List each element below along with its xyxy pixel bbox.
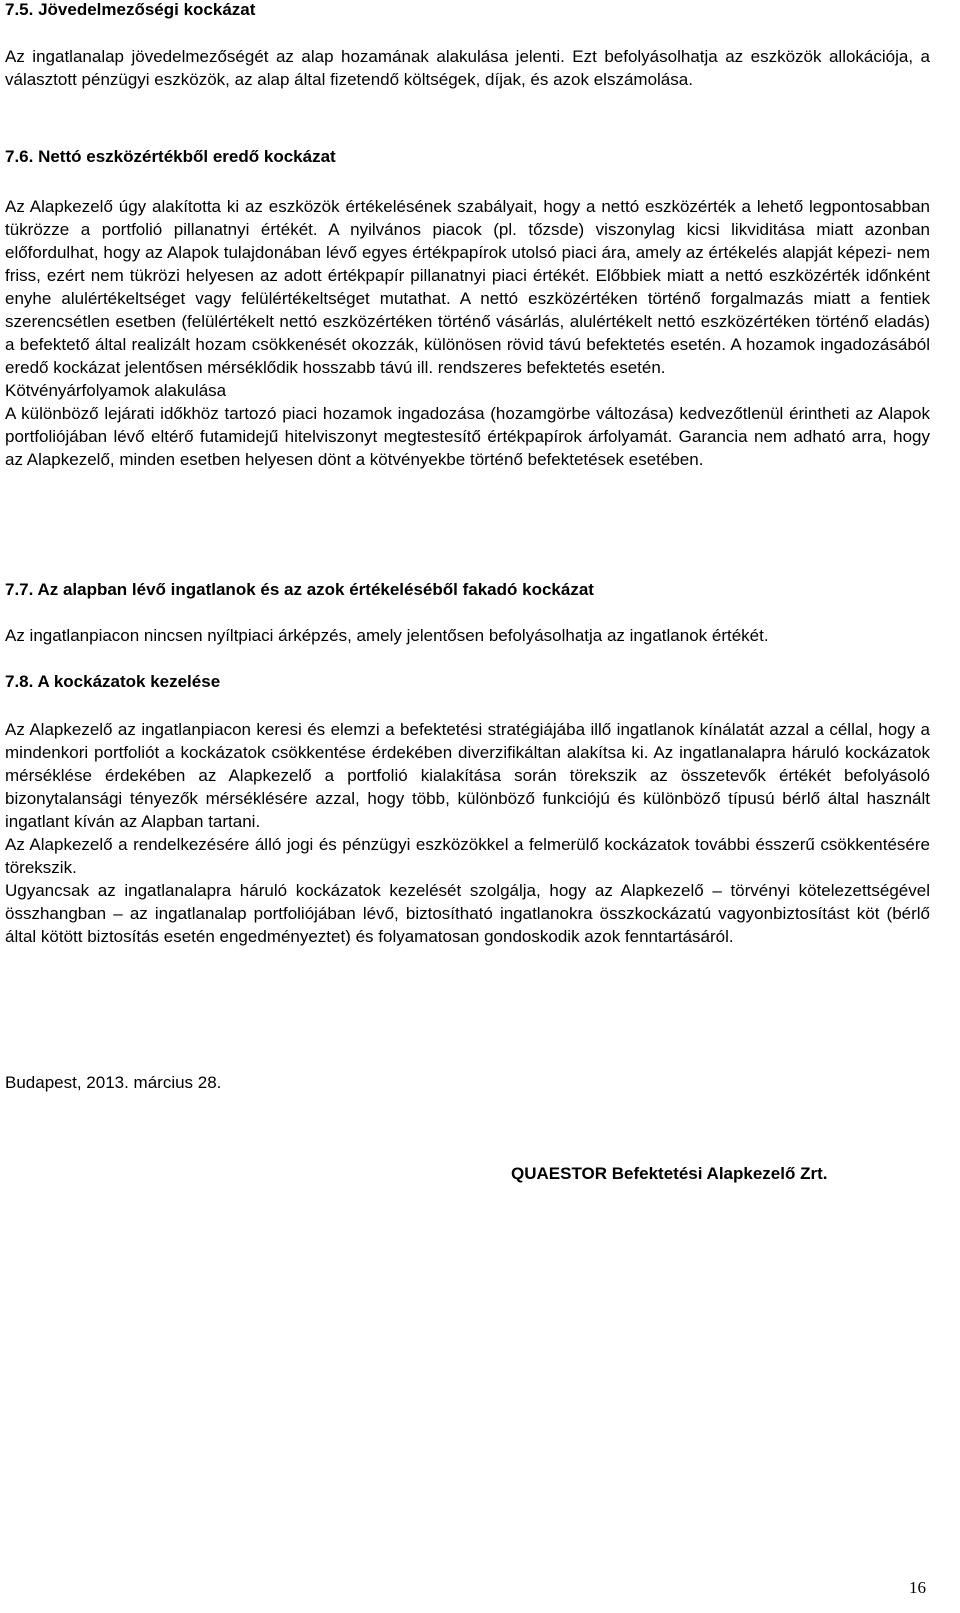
place-and-date: Budapest, 2013. március 28. bbox=[5, 1073, 222, 1092]
section-7-8-body bbox=[5, 718, 930, 948]
section-7-8-paragraph-2: Az Alapkezelő a rendelkezésére álló jogi és pénzügyi eszközökkel a felmerülő kockázatok további ésszerű csökkentésére törekszik. bbox=[5, 835, 930, 877]
section-7-7-heading: 7.7. Az alapban lévő ingatlanok és az azok értékeléséből fakadó kockázat bbox=[5, 580, 594, 599]
signature-company: QUAESTOR Befektetési Alapkezelő Zrt. bbox=[511, 1164, 828, 1183]
section-7-7-paragraph: Az ingatlanpiacon nincsen nyíltpiaci árképzés, amely jelentősen befolyásolhatja az ingatlanok értékét. bbox=[5, 626, 769, 645]
document-page bbox=[5, 0, 930, 1613]
section-7-6-body bbox=[5, 195, 930, 471]
bond-prices-subheading: Kötvényárfolyamok alakulása bbox=[5, 381, 227, 400]
bond-prices-paragraph: A különböző lejárati időkhöz tartozó piaci hozamok ingadozása (hozamgörbe változása) kedvezőtlenül érintheti az Alapok portfoliójában lévő eltérő futamidejű hitelviszonyt megtestesítő értékpapírok árfolyamát. Garancia nem adható arra, hogy az Alapkezelő, minden esetben helyesen dönt a kötvényekbe történő befektetések esetében. bbox=[5, 404, 930, 469]
section-7-8-paragraph-3: Ugyancsak az ingatlanalapra háruló kockázatok kezelését szolgálja, hogy az Alapkezelő – törvényi kötelezettségével összhangban – az ingatlanalap portfoliójában lévő, biztosítható ingatlanokra összkockázatú vagyonbiztosítást köt (bérlő által kötött biztosítás esetén engedményeztet) és folyamatosan gondoskodik azok fenntartásáról. bbox=[5, 881, 930, 946]
section-7-6-heading: 7.6. Nettó eszközértékből eredő kockázat bbox=[5, 147, 336, 166]
section-7-8-paragraph-1: Az Alapkezelő az ingatlanpiacon keresi és elemzi a befektetési stratégiájába illő ingatlanok kínálatát azzal a céllal, hogy a mindenkori portfoliót a kockázatok csökkentése érdekében diverzifikáltan alakítsa ki. Az ingatlanalapra háruló kockázatok mérséklése érdekében az Alapkezelő a portfolió kialakítása során törekszik az összetevők értékét befolyásoló bizonytalansági tényezők mérséklésére azzal, hogy több, különböző funkciójú és különböző típusú bérlő által használt ingatlant kíván az Alapban tartani. bbox=[5, 720, 930, 831]
section-7-5-heading: 7.5. Jövedelmezőségi kockázat bbox=[5, 0, 256, 19]
section-7-8-heading: 7.8. A kockázatok kezelése bbox=[5, 672, 221, 691]
page-number: 16 bbox=[909, 1578, 926, 1597]
section-7-5-body bbox=[5, 45, 930, 91]
section-7-6-paragraph: Az Alapkezelő úgy alakította ki az eszközök értékelésének szabályait, hogy a nettó eszközérték a lehető legpontosabban tükrözze a portfolió pillanatnyi értékét. A nyilvános piacok (pl. tőzsde) viszonylag kicsi likviditása miatt azonban előfordulhat, hogy az Alapok tulajdonában lévő egyes értékpapírok utolsó piaci ára, amely az értékelés alapját képezi- nem friss, ezért nem tükrözi helyesen az adott értékpapír pillanatnyi piaci értékét. Előbbiek miatt a nettó eszközérték időnként enyhe alulértékeltséget vagy felülértékeltséget mutathat. A nettó eszközértéken történő forgalmazás miatt a fentiek szerencsétlen esetben (felülértékelt nettó eszközértéken történő vásárlás, alulértékelt nettó eszközértéken történő eladás) a befektető által realizált hozam csökkenését okozzák, különösen rövid távú befektetés esetén. A hozamok ingadozásából eredő kockázat jelentősen mérséklődik hosszabb távú ill. rendszeres befektetés esetén. bbox=[5, 197, 930, 377]
section-7-5-paragraph: Az ingatlanalap jövedelmezőségét az alap hozamának alakulása jelenti. Ezt befolyásolhatja az eszközök allokációja, a választott pénzügyi eszközök, az alap által fizetendő költségek, díjak, és azok elszámolása. bbox=[5, 47, 930, 89]
section-7-7-body bbox=[5, 624, 930, 647]
